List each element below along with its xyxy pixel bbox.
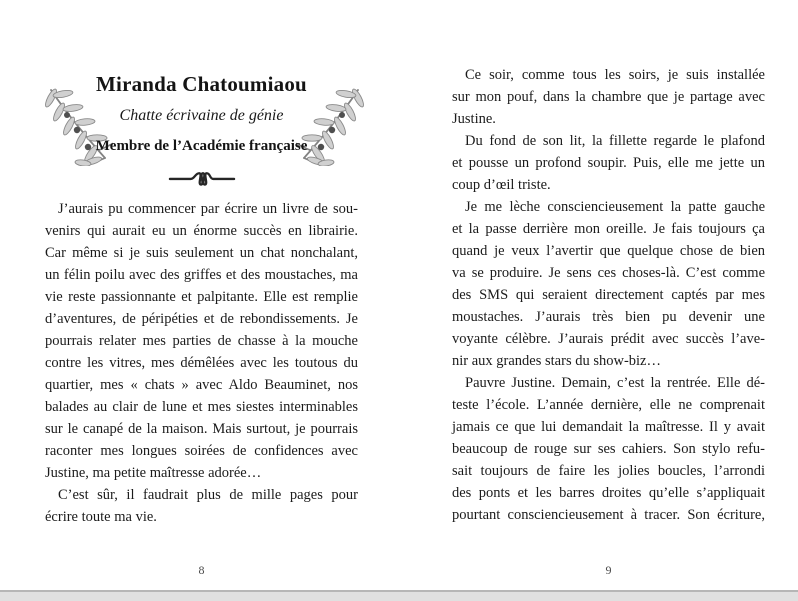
author-name: Miranda Chatoumiaou: [96, 72, 307, 96]
text-line: Du fond de son lit, la fillette regarde le plafond: [465, 133, 765, 149]
text-line: teste l’école. L’année dernière, elle ne comprenait: [452, 397, 765, 413]
text-line: Car même si je suis seulement un chat nonchalant,: [45, 245, 358, 261]
text-line: sur le canapé de la maison. Mais surtout, je pourrais: [45, 421, 358, 437]
text-line: écrire toute ma vie.: [45, 509, 157, 525]
text-line: des SMS qui seraient directement captés par mes: [452, 287, 765, 303]
squiggle-ornament-icon: [168, 169, 236, 187]
text-line: raconter mes longues soirées de confidences avec: [45, 443, 358, 459]
text-line: balades au clair de lune et mes siestes interminables: [45, 399, 358, 415]
page-left: [45, 0, 358, 590]
text-line: J’aurais pu commencer par écrire un livre de sou-: [58, 201, 358, 217]
text-line: beaucoup de rouge sur ses cahiers. Son stylo refu-: [452, 441, 765, 457]
text-line: va se produire. Je sens ces choses-là. C’est comme: [452, 265, 765, 281]
text-line: quand je veux l’avertir que quelque chose de bien: [452, 243, 765, 259]
text-line: venirs qui aurait eu un énorme succès en librairie.: [45, 223, 358, 239]
text-line: Justine, ma petite maîtresse adorée…: [45, 465, 262, 481]
text-line: pourtant consciencieusement à tracer. Son écriture,: [452, 507, 765, 523]
text-line: un félin poilu avec des griffes et des moustaches, ma: [45, 267, 358, 283]
page-number: 8: [198, 563, 205, 577]
text-line: Pauvre Justine. Demain, c’est la rentrée. Elle dé-: [465, 375, 765, 391]
text-line: quartier, mes « chats » avec Aldo Beauminet, nos: [45, 377, 358, 393]
page-text: [452, 64, 765, 526]
screenshot-bottom-edge: [0, 590, 798, 601]
page-right: [452, 0, 765, 590]
text-line: coup d’œil triste.: [452, 177, 551, 193]
author-subtitle: Chatte écrivaine de génie: [119, 107, 284, 124]
text-line: pourrais relater mes parties de chasse à la mouche: [45, 333, 358, 349]
page-text: [45, 198, 358, 528]
text-line: et la passe derrière mon oreille. Je fais toujours ça: [452, 221, 765, 237]
text-line: sait toujours de faire les jolies boucles, l’arrondi: [452, 463, 765, 479]
text-line: Justine.: [452, 111, 496, 127]
text-line: d’aventures, de péripéties et de rebondissements. Je: [45, 311, 358, 327]
text-line: des ponts et les barres droites qu’elle s’appliquait: [452, 485, 765, 501]
text-line: Ce soir, comme tous les soirs, je suis installée: [465, 67, 765, 83]
text-line: C’est sûr, il faudrait plus de mille pages pour: [58, 487, 358, 503]
page-number: 9: [605, 563, 612, 577]
text-line: et pousse un profond soupir. Puis, elle me jette un: [452, 155, 765, 171]
text-line: sur mon pouf, dans la chambre que je partage avec: [452, 89, 765, 105]
author-affiliation: Membre de l’Académie française: [95, 138, 308, 154]
text-line: nir aux grandes stars du show-biz…: [452, 353, 661, 369]
text-line: jamais ce que lui demandait la maîtresse. Il y avait: [452, 419, 765, 435]
text-line: Je me lèche consciencieusement la patte gauche: [465, 199, 765, 215]
text-line: vie reste passionnante et palpitante. Elle est remplie: [45, 289, 358, 305]
text-line: voyante célèbre. J’aurais prédit avec succès l’ave-: [452, 331, 765, 347]
text-line: contre les vitres, mes démêlées avec les toutous du: [45, 355, 358, 371]
text-line: moustaches. J’aurais très bien pu devenir une: [452, 309, 765, 325]
